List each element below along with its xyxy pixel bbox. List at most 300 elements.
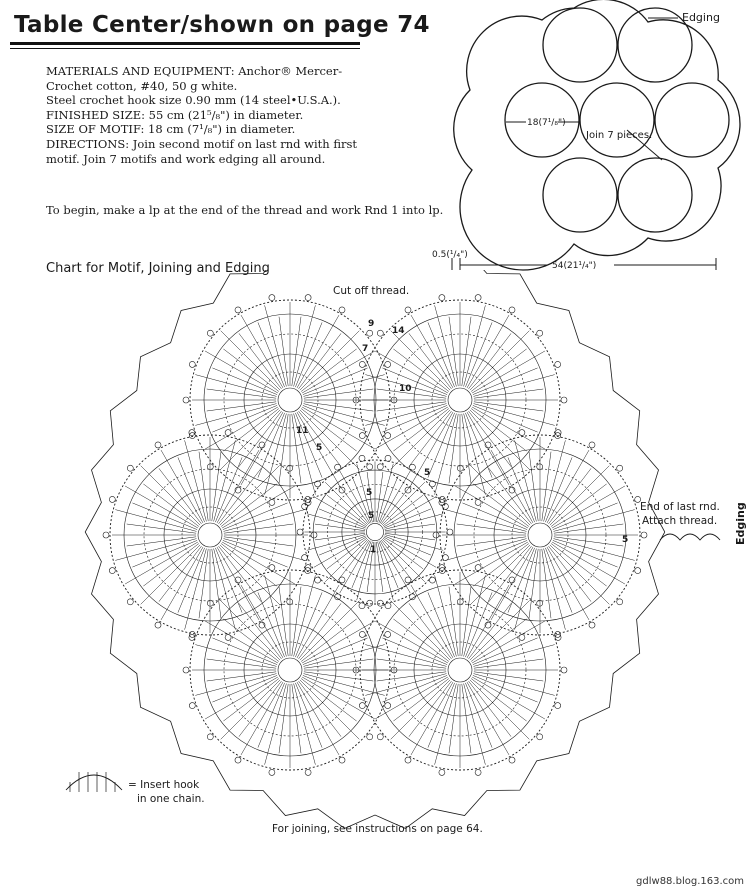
outer-motif-4-picot bbox=[537, 600, 543, 606]
center-motif-stitch bbox=[325, 482, 368, 525]
outer-motif-3-stitch bbox=[445, 510, 526, 532]
outer-motif-6-stitch bbox=[125, 542, 198, 584]
outer-motif-3-picot bbox=[519, 430, 525, 436]
outer-motif-5-stitch bbox=[304, 645, 385, 667]
center-motif-stitch bbox=[382, 539, 425, 582]
outer-motif-6-stitch bbox=[143, 544, 199, 587]
motif-circle bbox=[580, 83, 654, 157]
outer-motif-3-stitch bbox=[550, 466, 609, 525]
title-rule-thick bbox=[10, 42, 360, 45]
materials-block bbox=[46, 64, 376, 166]
round-number: 5 bbox=[368, 511, 375, 521]
outer-motif-1-stitch bbox=[300, 410, 359, 469]
outer-motif-3-picot bbox=[589, 622, 595, 628]
outer-motif-5-stitch bbox=[294, 684, 316, 765]
outer-motif-6-picot bbox=[287, 599, 293, 605]
materials-line: FINISHED SIZE: 55 cm (21⁵/₈") in diameter. bbox=[46, 107, 304, 122]
outer-motif-1-stitch bbox=[195, 375, 276, 397]
outer-motif-4-stitch bbox=[393, 619, 449, 662]
outer-motif-5-picot bbox=[305, 769, 311, 775]
outer-motif-1-stitch bbox=[301, 349, 357, 392]
outer-motif-2-stitch bbox=[471, 349, 526, 392]
center-motif-stitch bbox=[338, 484, 369, 524]
outer-motif-1-stitch bbox=[301, 409, 357, 452]
outer-motif-1-stitch bbox=[223, 409, 279, 452]
round-number: 5 bbox=[622, 535, 629, 545]
outer-motif-6-stitch bbox=[125, 486, 198, 528]
center-motif-stitch bbox=[383, 538, 423, 569]
center-motif-picot bbox=[359, 603, 365, 609]
center-motif-picot bbox=[429, 577, 435, 583]
outer-motif-5-stitch bbox=[297, 585, 339, 658]
outer-motif-2-stitch bbox=[411, 412, 453, 485]
outer-motif-2-picot bbox=[405, 487, 411, 493]
outer-motif-3-stitch bbox=[551, 484, 607, 527]
outer-motif-4-stitch bbox=[435, 575, 457, 656]
outer-motif-3-stitch bbox=[491, 547, 533, 620]
outer-motif-6-picot bbox=[103, 532, 109, 538]
outer-motif-4-stitch bbox=[472, 677, 545, 719]
outer-motif-6-stitch bbox=[217, 547, 259, 620]
outer-motif-6-stitch bbox=[224, 539, 305, 561]
outer-motif-5-stitch bbox=[221, 680, 280, 739]
center-motif-picot bbox=[385, 455, 391, 461]
materials-line: motif. Join 7 motifs and work edging all around. bbox=[46, 151, 326, 166]
outer-motif-6-picot bbox=[311, 532, 317, 538]
outer-motif-4-picot bbox=[439, 769, 445, 775]
center-motif-stitch bbox=[381, 484, 412, 524]
outer-motif-2-stitch bbox=[411, 315, 453, 388]
outer-motif-6-stitch bbox=[161, 450, 203, 523]
outer-motif-1-stitch bbox=[304, 404, 385, 426]
outer-motif-1-picot bbox=[385, 433, 391, 439]
outer-motif-2-stitch bbox=[435, 414, 457, 495]
outer-motif-2-stitch bbox=[474, 404, 555, 426]
outer-motif-3-picot bbox=[641, 532, 647, 538]
outer-motif-5-stitch bbox=[239, 681, 282, 737]
outer-motif-1-stitch bbox=[294, 305, 316, 386]
outer-motif-2-stitch bbox=[393, 409, 449, 452]
outer-motif-5-stitch bbox=[205, 621, 278, 663]
outer-motif-6-picot bbox=[127, 465, 133, 471]
center-motif-picot bbox=[359, 455, 365, 461]
outer-motif-6-stitch bbox=[224, 510, 305, 532]
outer-motif-1-stitch bbox=[221, 410, 280, 469]
outer-motif-5-stitch bbox=[265, 575, 287, 656]
motif-circle bbox=[543, 8, 617, 82]
outer-motif-1-stitch bbox=[297, 315, 339, 388]
outer-motif-6-stitch bbox=[141, 466, 200, 525]
outer-motif-1-stitch bbox=[265, 305, 287, 386]
outer-motif-2-stitch bbox=[435, 305, 457, 386]
outer-motif-2-stitch bbox=[472, 351, 545, 393]
outer-motif-1-picot bbox=[235, 307, 241, 313]
outer-motif-2-picot bbox=[537, 330, 543, 336]
outer-motif-4-stitch bbox=[474, 674, 555, 696]
materials-line: SIZE OF MOTIF: 18 cm (7¹/₈") in diameter. bbox=[46, 122, 296, 137]
outer-motif-4-stitch bbox=[411, 585, 453, 658]
outer-motif-4-picot bbox=[475, 769, 481, 775]
outer-motif-6-stitch bbox=[214, 440, 236, 521]
outer-motif-6-stitch bbox=[185, 549, 207, 630]
outer-motif-2-stitch bbox=[471, 409, 526, 452]
outer-motif-3-picot bbox=[635, 568, 641, 574]
edging-side-label: Edging bbox=[734, 502, 747, 545]
center-motif-stitch bbox=[383, 495, 423, 526]
outer-motif-1-stitch bbox=[205, 407, 278, 449]
outer-motif-4-stitch bbox=[365, 674, 446, 696]
outer-motif-6-stitch bbox=[214, 549, 236, 630]
outer-motif-1-stitch bbox=[223, 349, 279, 392]
outer-motif-4-stitch bbox=[469, 681, 512, 737]
outer-motif-4-picot bbox=[405, 577, 411, 583]
outer-motif-4-picot bbox=[509, 757, 515, 763]
outer-motif-5-stitch bbox=[304, 674, 385, 696]
outer-motif-6-stitch bbox=[220, 466, 279, 525]
outer-motif-3-stitch bbox=[445, 539, 526, 561]
outer-motif-6-stitch bbox=[222, 542, 295, 584]
outer-motif-4-stitch bbox=[391, 680, 450, 739]
outer-motif-6-stitch bbox=[115, 539, 196, 561]
outer-motif-1-picot bbox=[385, 361, 391, 367]
motif-chart bbox=[0, 270, 750, 876]
outer-motif-3-stitch bbox=[552, 486, 625, 528]
outer-motif-6-picot bbox=[155, 442, 161, 448]
outer-motif-2-stitch bbox=[469, 333, 512, 389]
outer-motif-6-stitch bbox=[159, 468, 202, 524]
outer-motif-1-stitch bbox=[302, 351, 375, 393]
outer-motif-5-picot bbox=[339, 757, 345, 763]
outer-motif-5-picot bbox=[385, 703, 391, 709]
outer-motif-4-stitch bbox=[474, 645, 555, 667]
cut-off-label: Cut off thread. bbox=[333, 285, 410, 297]
outer-motif-3-stitch bbox=[455, 542, 528, 584]
outer-motif-2-picot bbox=[509, 307, 515, 313]
outer-motif-1-picot bbox=[269, 295, 275, 301]
outer-motif-5-stitch bbox=[241, 585, 283, 658]
outer-motif-1-picot bbox=[367, 464, 373, 470]
center-motif-stitch bbox=[327, 538, 367, 569]
outer-motif-4-stitch bbox=[435, 684, 457, 765]
materials-line: Crochet cotton, #40, 50 g white. bbox=[46, 78, 238, 93]
materials-line: Steel crochet hook size 0.90 mm (14 steel•U.S.A.). bbox=[46, 93, 341, 108]
outer-motif-1-picot bbox=[305, 295, 311, 301]
outer-motif-2-picot bbox=[439, 295, 445, 301]
outer-motif-1-stitch bbox=[221, 331, 280, 390]
motif-circle bbox=[543, 158, 617, 232]
outer-motif-4-stitch bbox=[409, 681, 452, 737]
outer-motif-3-stitch bbox=[515, 549, 537, 630]
center-motif-stitch bbox=[381, 540, 412, 580]
begin-instruction: To begin, make a lp at the end of the thread and work Rnd 1 into lp. bbox=[46, 203, 444, 217]
outer-motif-6-picot bbox=[127, 599, 133, 605]
center-motif-stitch bbox=[338, 540, 369, 580]
page-title: Table Center/shown on page 74 bbox=[14, 12, 430, 38]
outer-motif-5-picot bbox=[269, 769, 275, 775]
outer-motif-3-stitch bbox=[551, 544, 607, 587]
outer-motif-1-picot bbox=[207, 330, 213, 336]
insert-hook-label: = Insert hook bbox=[128, 779, 200, 791]
outer-motif-4-picot bbox=[561, 667, 567, 673]
outer-motif-3-round bbox=[528, 523, 552, 547]
outer-motif-2-stitch bbox=[472, 407, 545, 449]
center-motif-round bbox=[366, 523, 383, 540]
outer-motif-3-picot bbox=[617, 599, 623, 605]
outer-motif-2-stitch bbox=[464, 414, 486, 495]
round-number: 1 bbox=[370, 545, 377, 555]
outer-motif-3-stitch bbox=[547, 547, 589, 620]
outer-motif-5-stitch bbox=[195, 645, 276, 667]
outer-motif-6-stitch bbox=[185, 440, 207, 521]
round-number: 7 bbox=[362, 344, 369, 354]
center-motif-stitch bbox=[325, 539, 368, 582]
outer-motif-5-picot bbox=[235, 757, 241, 763]
outer-motif-4-picot bbox=[359, 703, 365, 709]
outer-motif-2-stitch bbox=[391, 410, 450, 469]
insert-hook-label-2: in one chain. bbox=[137, 793, 205, 805]
outer-motif-2-picot bbox=[359, 361, 365, 367]
outer-motif-2-picot bbox=[405, 307, 411, 313]
outer-motif-2-stitch bbox=[470, 331, 529, 390]
outer-motif-2-stitch bbox=[464, 305, 486, 386]
outer-motif-5-stitch bbox=[223, 619, 279, 662]
outer-motif-5-stitch bbox=[301, 619, 357, 662]
outer-motif-2-picot bbox=[377, 330, 383, 336]
outer-motif-5-picot bbox=[385, 631, 391, 637]
outer-motif-6-stitch bbox=[217, 450, 259, 523]
outer-motif-2-stitch bbox=[474, 375, 555, 397]
round-number: 14 bbox=[392, 326, 405, 336]
outer-motif-2-stitch bbox=[469, 411, 512, 467]
diameter-label: 54(21¹/₄") bbox=[552, 261, 597, 271]
center-motif-picot bbox=[315, 481, 321, 487]
outer-motif-4-stitch bbox=[393, 679, 449, 722]
outer-motif-1-stitch bbox=[304, 375, 385, 397]
materials-line: MATERIALS AND EQUIPMENT: Anchor® Mercer- bbox=[46, 64, 343, 78]
outer-motif-3-picot bbox=[457, 465, 463, 471]
outer-motif-3-stitch bbox=[515, 440, 537, 521]
outer-motif-4-stitch bbox=[470, 601, 529, 660]
center-motif-stitch bbox=[327, 495, 367, 526]
title-rule-thin bbox=[10, 48, 360, 49]
round-number: 11 bbox=[296, 426, 309, 436]
outer-motif-4-stitch bbox=[469, 603, 512, 659]
outer-motif-4-picot bbox=[377, 734, 383, 740]
outer-motif-2-picot bbox=[359, 433, 365, 439]
outer-motif-5-stitch bbox=[239, 603, 282, 659]
outer-motif-5-stitch bbox=[241, 682, 283, 755]
center-motif-picot bbox=[315, 577, 321, 583]
outer-motif-1-stitch bbox=[299, 333, 342, 389]
outer-motif-6-stitch bbox=[219, 546, 262, 602]
outer-motif-2-picot bbox=[561, 397, 567, 403]
outer-motif-1-stitch bbox=[239, 333, 282, 389]
outer-motif-1-stitch bbox=[241, 315, 283, 388]
outer-motif-5-stitch bbox=[195, 674, 276, 696]
outer-motif-4-stitch bbox=[467, 585, 509, 658]
outer-motif-5-stitch bbox=[300, 601, 359, 660]
round-number: 10 bbox=[399, 384, 412, 394]
outer-motif-5-picot bbox=[183, 667, 189, 673]
footer-credit: gdlw88.blog.163.com bbox=[636, 876, 744, 887]
outer-motif-6-picot bbox=[225, 430, 231, 436]
outer-motif-2-picot bbox=[555, 361, 561, 367]
outer-motif-4-stitch bbox=[467, 682, 509, 755]
outer-motif-4-picot bbox=[405, 757, 411, 763]
outer-motif-1-stitch bbox=[299, 411, 342, 467]
outer-motif-4-picot bbox=[359, 631, 365, 637]
outer-motif-3-stitch bbox=[554, 510, 635, 532]
outer-motif-1-stitch bbox=[195, 404, 276, 426]
outer-motif-6-stitch bbox=[161, 547, 203, 620]
outer-motif-1-stitch bbox=[265, 414, 287, 495]
outer-motif-2-stitch bbox=[467, 412, 509, 485]
outer-motif-3-stitch bbox=[471, 545, 530, 604]
outer-motif-6-stitch bbox=[143, 484, 199, 527]
outer-motif-3-stitch bbox=[473, 484, 529, 527]
outer-motif-4-stitch bbox=[391, 601, 450, 660]
outer-motif-3-stitch bbox=[489, 468, 532, 524]
outer-motif-5-picot bbox=[207, 734, 213, 740]
outer-motif-6-round bbox=[198, 523, 222, 547]
motif-size-label: 18(7¹/₈") bbox=[527, 118, 566, 128]
end-last-round-label: End of last rnd. bbox=[640, 501, 720, 513]
chart-heading: Chart for Motif, Joining and Edging bbox=[46, 261, 270, 276]
outer-motif-5-stitch bbox=[299, 681, 342, 737]
center-motif-stitch bbox=[382, 482, 425, 525]
outer-motif-5-stitch bbox=[294, 575, 316, 656]
outer-motif-5-picot bbox=[339, 577, 345, 583]
insert-hook-symbol bbox=[66, 775, 122, 790]
outer-motif-6-stitch bbox=[221, 484, 277, 527]
outer-motif-4-stitch bbox=[471, 619, 526, 662]
outer-motif-6-picot bbox=[155, 622, 161, 628]
outer-motif-6-stitch bbox=[159, 546, 202, 602]
outer-motif-3-stitch bbox=[544, 549, 566, 630]
outer-motif-3-stitch bbox=[455, 486, 528, 528]
outer-motif-2-stitch bbox=[470, 410, 529, 469]
outer-motif-3-stitch bbox=[549, 468, 592, 524]
outer-motif-3-stitch bbox=[549, 546, 592, 602]
materials-line: DIRECTIONS: Join second motif on last rnd with first bbox=[46, 136, 358, 151]
outer-motif-3-stitch bbox=[544, 440, 566, 521]
edging-sample bbox=[660, 534, 720, 540]
outer-motif-3-stitch bbox=[471, 466, 530, 525]
center-motif-picot bbox=[447, 529, 453, 535]
outer-motif-1-picot bbox=[339, 487, 345, 493]
outer-motif-1-picot bbox=[189, 361, 195, 367]
outer-motif-6-picot bbox=[287, 465, 293, 471]
outer-motif-4-picot bbox=[537, 734, 543, 740]
center-motif-picot bbox=[429, 481, 435, 487]
joining-note: For joining, see instructions on page 64. bbox=[272, 823, 483, 835]
outer-motif-4-stitch bbox=[365, 645, 446, 667]
outer-motif-6-stitch bbox=[141, 545, 200, 604]
outer-motif-1-stitch bbox=[241, 412, 283, 485]
outer-motif-4-stitch bbox=[375, 621, 448, 663]
round-number: 5 bbox=[316, 443, 323, 453]
join-label: Join 7 pieces. bbox=[586, 130, 653, 141]
outer-motif-3-stitch bbox=[473, 544, 529, 587]
outer-motif-5-stitch bbox=[223, 679, 279, 722]
outer-motif-4-stitch bbox=[464, 575, 486, 656]
outer-motif-4-stitch bbox=[411, 682, 453, 755]
edging-label: Edging bbox=[682, 11, 720, 24]
outer-motif-2-picot bbox=[377, 464, 383, 470]
outer-motif-1-picot bbox=[183, 397, 189, 403]
outer-motif-5-picot bbox=[367, 734, 373, 740]
outer-motif-2-stitch bbox=[365, 404, 446, 426]
outer-motif-6-picot bbox=[109, 496, 115, 502]
outer-motif-6-stitch bbox=[115, 510, 196, 532]
edge-width-label: 0.5(¹/₄") bbox=[432, 250, 468, 260]
outer-motif-5-stitch bbox=[221, 601, 280, 660]
outer-motif-5-stitch bbox=[297, 682, 339, 755]
outer-motif-6-stitch bbox=[220, 545, 279, 604]
round-number: 5 bbox=[424, 468, 431, 478]
outer-motif-1-round bbox=[278, 388, 302, 412]
outer-motif-5-picot bbox=[189, 703, 195, 709]
outer-motif-4-picot bbox=[475, 565, 481, 571]
outer-motif-4-picot bbox=[555, 703, 561, 709]
motif-circle bbox=[618, 8, 692, 82]
outer-motif-1-stitch bbox=[205, 351, 278, 393]
assembly-diagram bbox=[430, 0, 750, 280]
outer-motif-6-stitch bbox=[221, 544, 277, 587]
round-number: 9 bbox=[368, 319, 375, 329]
center-motif-picot bbox=[385, 603, 391, 609]
outer-motif-2-round bbox=[448, 388, 472, 412]
outer-motif-1-picot bbox=[339, 307, 345, 313]
outer-motif-3-stitch bbox=[552, 542, 625, 584]
outer-motif-5-round bbox=[278, 658, 302, 682]
outer-motif-2-stitch bbox=[409, 411, 452, 467]
outer-motif-1-picot bbox=[367, 330, 373, 336]
outer-motif-5-stitch bbox=[265, 684, 287, 765]
outer-motif-1-stitch bbox=[300, 331, 359, 390]
outer-motif-4-stitch bbox=[470, 680, 529, 739]
outer-motif-1-stitch bbox=[239, 411, 282, 467]
outer-motif-4-stitch bbox=[409, 603, 452, 659]
outer-motif-2-stitch bbox=[467, 315, 509, 388]
outer-motif-4-stitch bbox=[464, 684, 486, 765]
outer-motif-4-round bbox=[448, 658, 472, 682]
outer-motif-5-stitch bbox=[301, 679, 357, 722]
outer-motif-5-stitch bbox=[299, 603, 342, 659]
outer-motif-4-stitch bbox=[471, 679, 526, 722]
outer-motif-5-stitch bbox=[300, 680, 359, 739]
attach-thread-label: Attach thread. bbox=[642, 515, 718, 527]
outer-motif-2-stitch bbox=[409, 333, 452, 389]
outer-motif-5-stitch bbox=[302, 621, 375, 663]
outer-motif-3-stitch bbox=[547, 450, 589, 523]
outer-motif-2-picot bbox=[475, 295, 481, 301]
outer-motif-3-picot bbox=[589, 442, 595, 448]
outer-motif-6-picot bbox=[109, 568, 115, 574]
motif-circle bbox=[655, 83, 729, 157]
outer-motif-3-picot bbox=[617, 465, 623, 471]
center-motif-picot bbox=[297, 529, 303, 535]
outer-motif-3-stitch bbox=[489, 546, 532, 602]
outer-motif-3-stitch bbox=[491, 450, 533, 523]
outer-motif-6-stitch bbox=[222, 486, 295, 528]
outer-motif-2-stitch bbox=[391, 331, 450, 390]
outer-motif-6-stitch bbox=[219, 468, 262, 524]
outer-motif-4-stitch bbox=[472, 621, 545, 663]
outer-motif-5-stitch bbox=[205, 677, 278, 719]
outer-motif-3-stitch bbox=[550, 545, 609, 604]
round-number: 5 bbox=[366, 488, 373, 498]
